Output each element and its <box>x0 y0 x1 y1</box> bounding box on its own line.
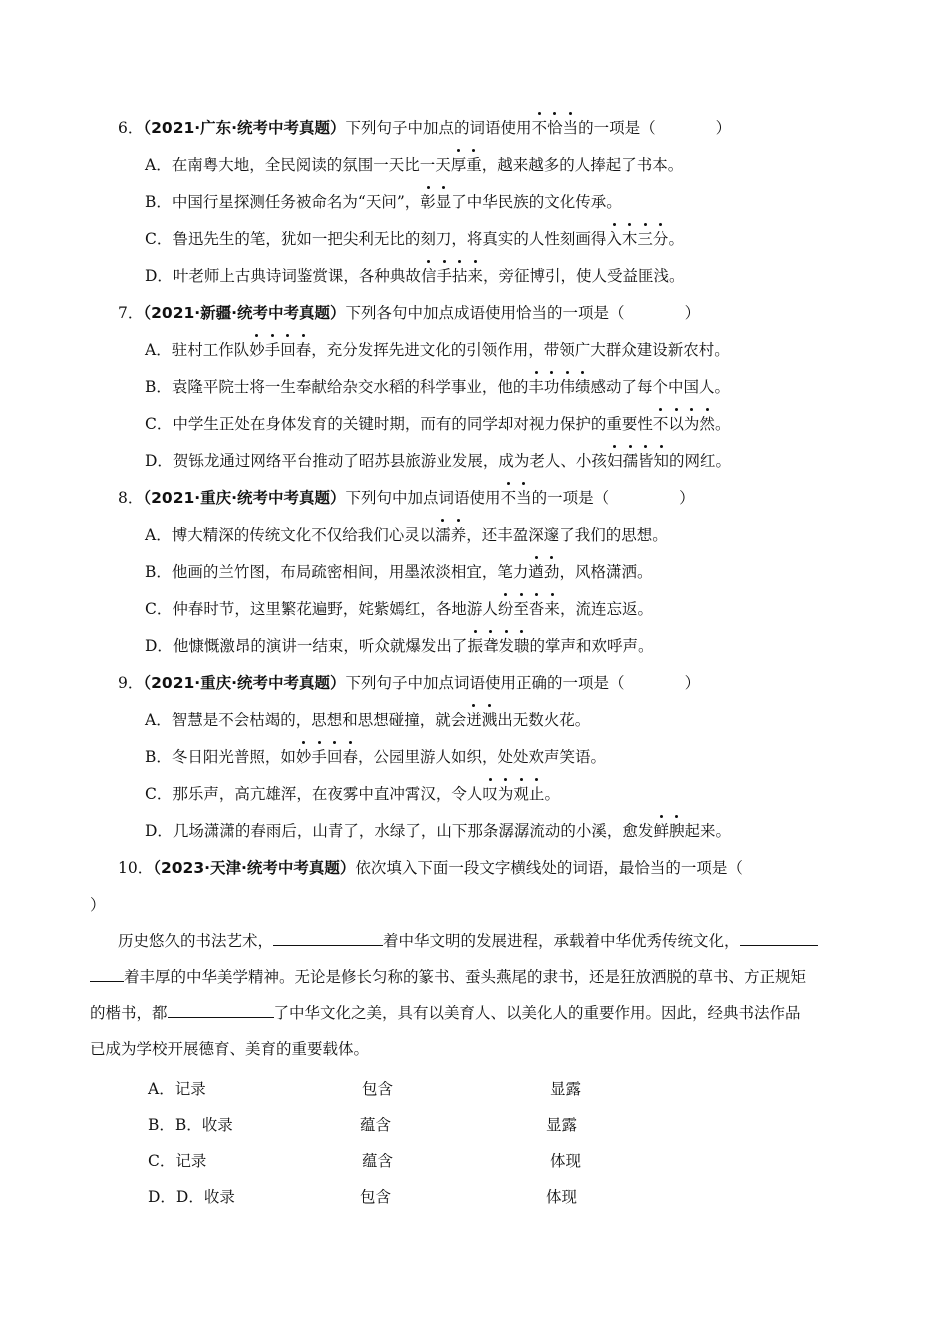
question-7-stem <box>118 303 700 323</box>
option-word-3: 显露 <box>546 1116 578 1134</box>
option-label: C．记录 <box>148 1152 207 1170</box>
dotted-char: 以 <box>668 415 684 433</box>
passage-line-3 <box>90 1003 801 1023</box>
option-text: ，越来越多的人捧起了书本。 <box>481 156 684 174</box>
dotted-char: 叹 <box>482 785 498 803</box>
option-text: B．袁隆平院士将一生奉献给杂交水稻的科学事业，他的 <box>145 378 529 396</box>
dotted-char: 皆 <box>637 452 654 470</box>
paren-close: ） <box>684 304 701 322</box>
option-text: A．博大精深的传统文化不仅给我们心灵以 <box>145 526 436 544</box>
dotted-char: 聋 <box>482 637 499 655</box>
dotted-char: 春 <box>295 341 312 359</box>
option-9c <box>145 784 560 804</box>
option-text: 出无数火花。 <box>497 711 591 729</box>
dotted-char: 妙 <box>249 341 265 359</box>
option-word-2: 包含 <box>362 1080 394 1098</box>
option-8c <box>145 599 653 619</box>
dotted-char: 劲 <box>543 563 560 581</box>
option-text: 的网红。 <box>669 452 732 470</box>
dotted-char: 拈 <box>451 267 468 285</box>
passage-text: 着中华文明的发展进程，承载着中华优秀传统文化， <box>383 932 740 950</box>
dotted-char: 回 <box>326 748 343 766</box>
stem-text: 的一项是（ <box>578 119 656 137</box>
option-word-3: 体现 <box>550 1152 582 1170</box>
option-9b <box>145 747 606 767</box>
passage-text: 的楷书，都 <box>90 1004 168 1022</box>
question-10-paren-close <box>90 895 106 915</box>
option-8b <box>145 562 652 582</box>
question-number: 9． <box>118 674 144 692</box>
option-text: 感动了每个中国人。 <box>590 378 730 396</box>
option-9d <box>145 821 731 841</box>
fill-blank-1[interactable] <box>273 931 383 946</box>
option-9a <box>145 710 590 730</box>
dotted-char: 信 <box>420 267 437 285</box>
option-text: ，旁征博引，使人受益匪浅。 <box>483 267 685 285</box>
dotted-char: 聩 <box>513 637 530 655</box>
option-text: B．中国行星探测任务被命名为“天问”， <box>145 193 421 211</box>
passage-line-2 <box>90 967 806 987</box>
dotted-char: 为 <box>683 415 700 433</box>
dotted-char: 发 <box>498 637 514 655</box>
dotted-char: 当 <box>562 119 579 137</box>
option-6d <box>145 266 685 286</box>
dotted-char: 然 <box>699 415 715 433</box>
option-label: B．B．收录 <box>148 1116 233 1134</box>
question-number: 8． <box>118 489 144 507</box>
option-7d <box>145 451 731 471</box>
option-text: ，公园里游人如织，处处欢声笑语。 <box>357 748 606 766</box>
question-source: （2021·新疆·统考中考真题） <box>143 304 346 322</box>
dotted-char: 不 <box>531 119 548 137</box>
dotted-char: 遒 <box>528 563 544 581</box>
dotted-char: 丰 <box>528 378 544 396</box>
fill-blank-2-start[interactable] <box>740 931 818 946</box>
question-number: 6． <box>118 119 144 137</box>
dotted-char: 分 <box>652 230 669 248</box>
option-text: ，还丰盈深邃了我们的思想。 <box>466 526 668 544</box>
option-8a <box>145 525 668 545</box>
option-text: 。 <box>544 785 560 803</box>
option-text: B．他画的兰竹图，布局疏密相间，用墨浓淡相宜，笔力 <box>145 563 529 581</box>
option-text: D．贺铄龙通过网络平台推动了昭苏县旅游业发展，成为老人、小孩 <box>145 452 607 470</box>
dotted-char: 伟 <box>559 378 575 396</box>
dotted-char: 三 <box>637 230 653 248</box>
passage-text: 历史悠久的书法艺术， <box>118 932 274 950</box>
question-source: （2021·广东·统考中考真题） <box>143 119 346 137</box>
dotted-char: 纷 <box>497 600 514 618</box>
option-label: A．记录 <box>148 1080 206 1098</box>
passage-text: 已成为学校开展德育、美育的重要载体。 <box>90 1040 370 1058</box>
dotted-char: 知 <box>653 452 669 470</box>
option-text: A．驻村工作队 <box>145 341 250 359</box>
dotted-char: 来 <box>467 267 483 285</box>
option-text: 。 <box>668 230 684 248</box>
option-7a <box>145 340 730 360</box>
dotted-char: 绩 <box>574 378 591 396</box>
dotted-char: 妇 <box>606 452 623 470</box>
dotted-char: 养 <box>450 526 467 544</box>
dotted-char: 木 <box>621 230 638 248</box>
option-text: C．那乐声，高亢雄浑，在夜雾中直冲霄汉，令人 <box>145 785 483 803</box>
question-source: （2021·重庆·统考中考真题） <box>143 674 346 692</box>
question-number: 10． <box>118 859 154 877</box>
dotted-char: 为 <box>497 785 514 803</box>
option-text: C．鲁迅先生的笔，犹如一把尖利无比的刻刀，将真实的人性刻画得 <box>145 230 607 248</box>
option-text: ，流连忘返。 <box>559 600 653 618</box>
dotted-char: 彰 <box>420 193 436 211</box>
option-text: A．在南粤大地，全民阅读的氛围一天比一天 <box>145 156 451 174</box>
question-9-stem <box>118 673 700 693</box>
option-8d <box>145 636 654 656</box>
dotted-char: 当 <box>516 489 532 507</box>
option-7c <box>145 414 730 434</box>
paren-close: ） <box>684 674 701 692</box>
option-word-2: 蕴含 <box>362 1152 394 1170</box>
paren-close: ） <box>679 489 695 507</box>
dotted-char: 溅 <box>481 711 498 729</box>
option-text: ，充分发挥先进文化的引领作用，带领广大群众建设新农村。 <box>311 341 730 359</box>
dotted-char: 功 <box>543 378 560 396</box>
dotted-char: 腴 <box>668 822 685 840</box>
option-text: A．智慧是不会枯竭的，思想和思想碰撞，就会 <box>145 711 467 729</box>
dotted-char: 孺 <box>622 452 638 470</box>
stem-text: 下列句子中加点词语使用正确的一项是（ <box>345 674 625 692</box>
dotted-char: 重 <box>466 156 482 174</box>
dotted-char: 手 <box>264 341 281 359</box>
option-text: ，风格潇洒。 <box>559 563 653 581</box>
option-text: C．中学生正处在身体发育的关键时期，而有的同学却对视力保护的重要性 <box>145 415 653 433</box>
question-number: 7． <box>118 304 144 322</box>
dotted-char: 手 <box>311 748 327 766</box>
question-10-stem <box>118 858 743 878</box>
option-text: 起来。 <box>684 822 731 840</box>
option-word-3: 显露 <box>550 1080 582 1098</box>
dotted-char: 回 <box>280 341 296 359</box>
option-6a <box>145 155 683 175</box>
option-text: 的掌声和欢呼声。 <box>529 637 654 655</box>
option-text: D．他慷慨激昂的演讲一结束，听众就爆发出了 <box>145 637 468 655</box>
option-text: C．仲春时节，这里繁花遍野，姹紫嫣红，各地游人 <box>145 600 498 618</box>
option-word-3: 体现 <box>546 1188 578 1206</box>
option-text: 。 <box>714 415 731 433</box>
paren-close: ） <box>90 896 106 914</box>
dotted-char: 沓 <box>528 600 545 618</box>
option-label: D．D．收录 <box>148 1188 235 1206</box>
fill-blank-3[interactable] <box>168 1003 274 1018</box>
dotted-char: 恰 <box>547 119 563 137</box>
stem-text: 下列句子中加点的词语使用 <box>345 119 532 137</box>
question-6-stem <box>118 118 731 138</box>
stem-text: 下列句中加点词语使用 <box>345 489 501 507</box>
dotted-char: 来 <box>544 600 560 618</box>
passage-line-4 <box>90 1039 369 1059</box>
dotted-char: 止 <box>528 785 545 803</box>
dotted-char: 至 <box>513 600 529 618</box>
option-6c <box>145 229 684 249</box>
passage-line-1 <box>118 931 818 951</box>
option-word-2: 蕴含 <box>360 1116 392 1134</box>
option-word-2: 包含 <box>360 1188 392 1206</box>
option-text: D．几场潇潇的春雨后，山青了，水绿了，山下那条潺潺流动的小溪，愈发 <box>145 822 654 840</box>
stem-text: 的一项是（ <box>531 489 610 507</box>
paren-close: ） <box>715 119 732 137</box>
option-6b <box>145 192 622 212</box>
dotted-char: 观 <box>513 785 529 803</box>
dotted-char: 鲜 <box>653 822 669 840</box>
option-text: B．冬日阳光普照，如 <box>145 748 296 766</box>
fill-blank-2-end[interactable] <box>90 967 124 982</box>
option-7b <box>145 377 730 397</box>
stem-text: 下列各句中加点成语使用恰当的一项是（ <box>345 304 625 322</box>
dotted-char: 不 <box>500 489 517 507</box>
dotted-char: 振 <box>467 637 483 655</box>
stem-text: 依次填入下面一段文字横线处的词语，最恰当的一项是（ <box>355 859 743 877</box>
option-text: D．叶老师上古典诗词鉴赏课，各种典故 <box>145 267 421 285</box>
passage-text: 着丰厚的中华美学精神。无论是修长匀称的篆书、蚕头燕尾的隶书，还是狂放洒脱的草书、方正规矩 <box>124 968 807 986</box>
dotted-char: 迸 <box>466 711 482 729</box>
passage-text: 了中华文化之美，具有以美育人、以美化人的重要作用。因此，经典书法作品 <box>273 1004 801 1022</box>
dotted-char: 不 <box>652 415 669 433</box>
dotted-char: 厚 <box>450 156 467 174</box>
dotted-char: 濡 <box>435 526 451 544</box>
question-8-stem <box>118 488 695 508</box>
dotted-char: 手 <box>436 267 452 285</box>
question-source: （2021·重庆·统考中考真题） <box>143 489 346 507</box>
dotted-char: 入 <box>606 230 622 248</box>
dotted-char: 显 <box>435 193 452 211</box>
question-source: （2023·天津·统考中考真题） <box>153 859 356 877</box>
option-text: 了中华民族的文化传承。 <box>451 193 622 211</box>
dotted-char: 春 <box>342 748 358 766</box>
dotted-char: 妙 <box>295 748 312 766</box>
